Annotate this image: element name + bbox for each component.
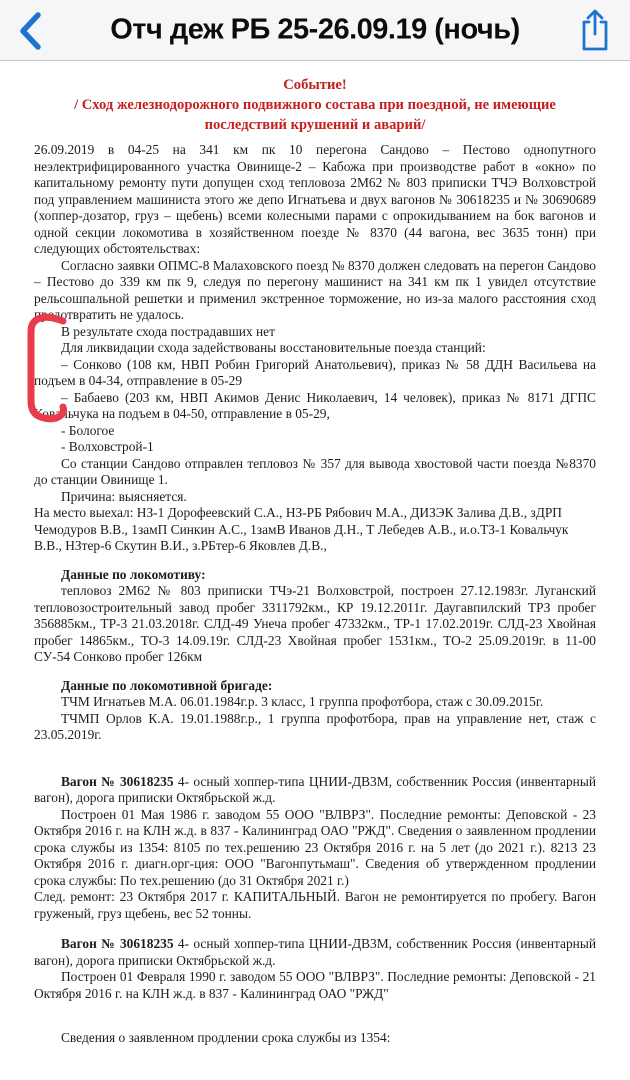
page-title: Отч деж РБ 25-26.09.19 (ночь) (110, 13, 520, 46)
paragraph: Согласно заявки ОПМС-8 Малаховского поезд № 8370 должен следовать на перегон Сандово – Пестово до 339 км пк 9, следуя по перегону машинист на 341 км пк 1 увидел отсутствие рельсошпальной решетки и применил экстренное торможение, но из-за малого расстояния сход предотвратить не удалось. (34, 257, 596, 322)
paragraph-gap (34, 666, 596, 678)
paragraph: ТЧМ Игнатьев М.А. 06.01.1984г.р. 3 класс, 1 группа профотбора, стаж с 30.09.2015г. (61, 694, 544, 709)
paragraph: Данные по локомотиву: (61, 566, 206, 582)
document-heading (34, 75, 596, 135)
chevron-left-icon (16, 10, 46, 50)
paragraph: - Волховстрой-1 (61, 439, 154, 454)
navigation-bar (0, 0, 630, 61)
document-body (34, 142, 596, 1047)
back-button[interactable] (12, 6, 50, 54)
heading-line-1: Событие! (283, 77, 347, 93)
share-button[interactable] (572, 3, 618, 57)
paragraph: Данные по локомотивной бригаде: (61, 677, 273, 693)
paragraph-bold-lead: Вагон № 30618235 (61, 773, 174, 789)
paragraph-gap (34, 922, 596, 936)
paragraph: Со станции Сандово отправлен тепловоз № 357 для вывода хвостовой части поезда №8370 до станции Овинище 1. (34, 455, 596, 487)
paragraph: Построен 01 Февраля 1990 г. заводом 55 ООО "ВЛВРЗ". Последние ремонты: Деповской - 21 Октября 2016 г. на КЛН ж.д. в 837 - Калининград ОАО "РЖД" (34, 969, 596, 1001)
paragraph: Причина: выясняется. (61, 488, 187, 504)
paragraph: На место выехал: НЗ-1 Дорофеевский С.А., НЗ-РБ Рябович М.А., ДИЗЭК Залива Д.В., зДРП Чемодуров В.В., 1замП Синкин А.С., 1замВ Иванов Д.Н., Т Лебедев А.В., и.о.ТЗ-1 Ковальчук В.В., НЗтер-6 Скутин В.И., з.РБтер-6 Яковлев Д.В., (34, 505, 569, 553)
paragraph: Сведения о заявленном продлении срока службы из 1354: (61, 1030, 391, 1045)
paragraph: - Бологое (61, 422, 115, 438)
paragraph: Вагон № 30618235 4- осный хоппер-типа ЦНИИ-ДВ3М, собственник Россия (инвентарный вагон), дорога приписки Октябрьской ж.д. (34, 936, 597, 968)
paragraph: След. ремонт: 23 Октября 2017 г. КАПИТАЛЬНЫЙ. Вагон не ремонтируется по пробегу. Вагон груженый, груз щебень, вес 52 тонны. (34, 889, 596, 921)
paragraph: тепловоз 2М62 № 803 приписки ТЧэ-21 Волховстрой, построен 27.12.1983г. Луганский тепловозостроительный завод пробег 3311792км., КР 19.12.2011г. Даугавпилский ТРЗ пробег 356885км., ТР-3 21.03.2018г. СЛД-49 Унеча пробег 47332км., ТР-1 17.02.2019г. СЛД-23 Хвойная пробег 14865км., ТО-3 14.09.19г. СЛД-23 Хвойная пробег 1531км., ТО-2 25.09.2019г. в 11-00 СУ-54 Сонково пробег 126км (34, 583, 596, 664)
share-icon (576, 7, 614, 53)
paragraph: В результате схода пострадавших нет (61, 323, 275, 339)
paragraph-gap (34, 555, 596, 567)
paragraph-gap (34, 1002, 596, 1030)
paragraph: Вагон № 30618235 4- осный хоппер-типа ЦНИИ-ДВ3М, собственник Россия (инвентарный вагон), дорога приписки Октябрьской ж.д. (34, 773, 597, 805)
heading-line-2: / Сход железнодорожного подвижного состава при поездной, не имеющие (74, 97, 556, 113)
paragraph: Построен 01 Мая 1986 г. заводом 55 ООО "ВЛВРЗ". Последние ремонты: Деповской - 23 Октября 2016 г. на КЛН ж.д. в 837 - Калининград ОАО "РЖД". Сведения о заявленном продлении срока службы из 1354: 8105 по тех.решению 23 Октября 2016 г. на 5 лет (до 2021 г.). 8213 23 Октября 2016 г. диагн.орг-ция: ООО "Вагонпутьмаш". Сведения об утвержденном продлении срока службы: По тех.решению (до 31 Октября 2021 г.) (34, 806, 596, 888)
paragraph: Для ликвидации схода задействованы восстановительные поезда станций: (61, 340, 486, 355)
paragraph: 26.09.2019 в 04-25 на 341 км пк 10 перегона Сандово – Пестово однопутного неэлектрифицированного участка Овинище-2 – Кабожа при производстве работ в «окно» по капитальному ремонту пути допущен сход тепловоза 2М62 № 803 приписки ТЧЭ Волховстрой под управлением машиниста этого же депо Игнатьева и двух вагонов № 30618235 и № 30690689 (хоппер-дозатор, груз – щебень) всеми колесными парами с опрокидыванием на бок вагонов и одной секции локомотива в хозяйственном поезде № 8370 (44 вагона, вес 3635 тонн) при следующих обстоятельствах: (34, 142, 596, 256)
paragraph: – Бабаево (203 км, НВП Акимов Денис Николаевич, 14 человек), приказ № 8171 ДГПС Ковальчука на подъем в 04-50, отправление в 05-29, (34, 389, 596, 421)
paragraph-bold-lead: Вагон № 30618235 (61, 936, 174, 951)
paragraph: ТЧМП Орлов К.А. 19.01.1988г.р., 1 группа профотбора, прав на управление нет, стаж с 23.05.2019г. (34, 710, 596, 742)
paragraph: – Сонково (108 км, НВП Робин Григорий Анатольевич), приказ № 58 ДДН Васильева на подъем в 04-34, отправление в 05-29 (34, 356, 596, 388)
paragraph-gap (34, 744, 596, 774)
heading-line-3: последствий крушений и аварий/ (204, 117, 426, 133)
document-viewer[interactable] (0, 61, 630, 1080)
